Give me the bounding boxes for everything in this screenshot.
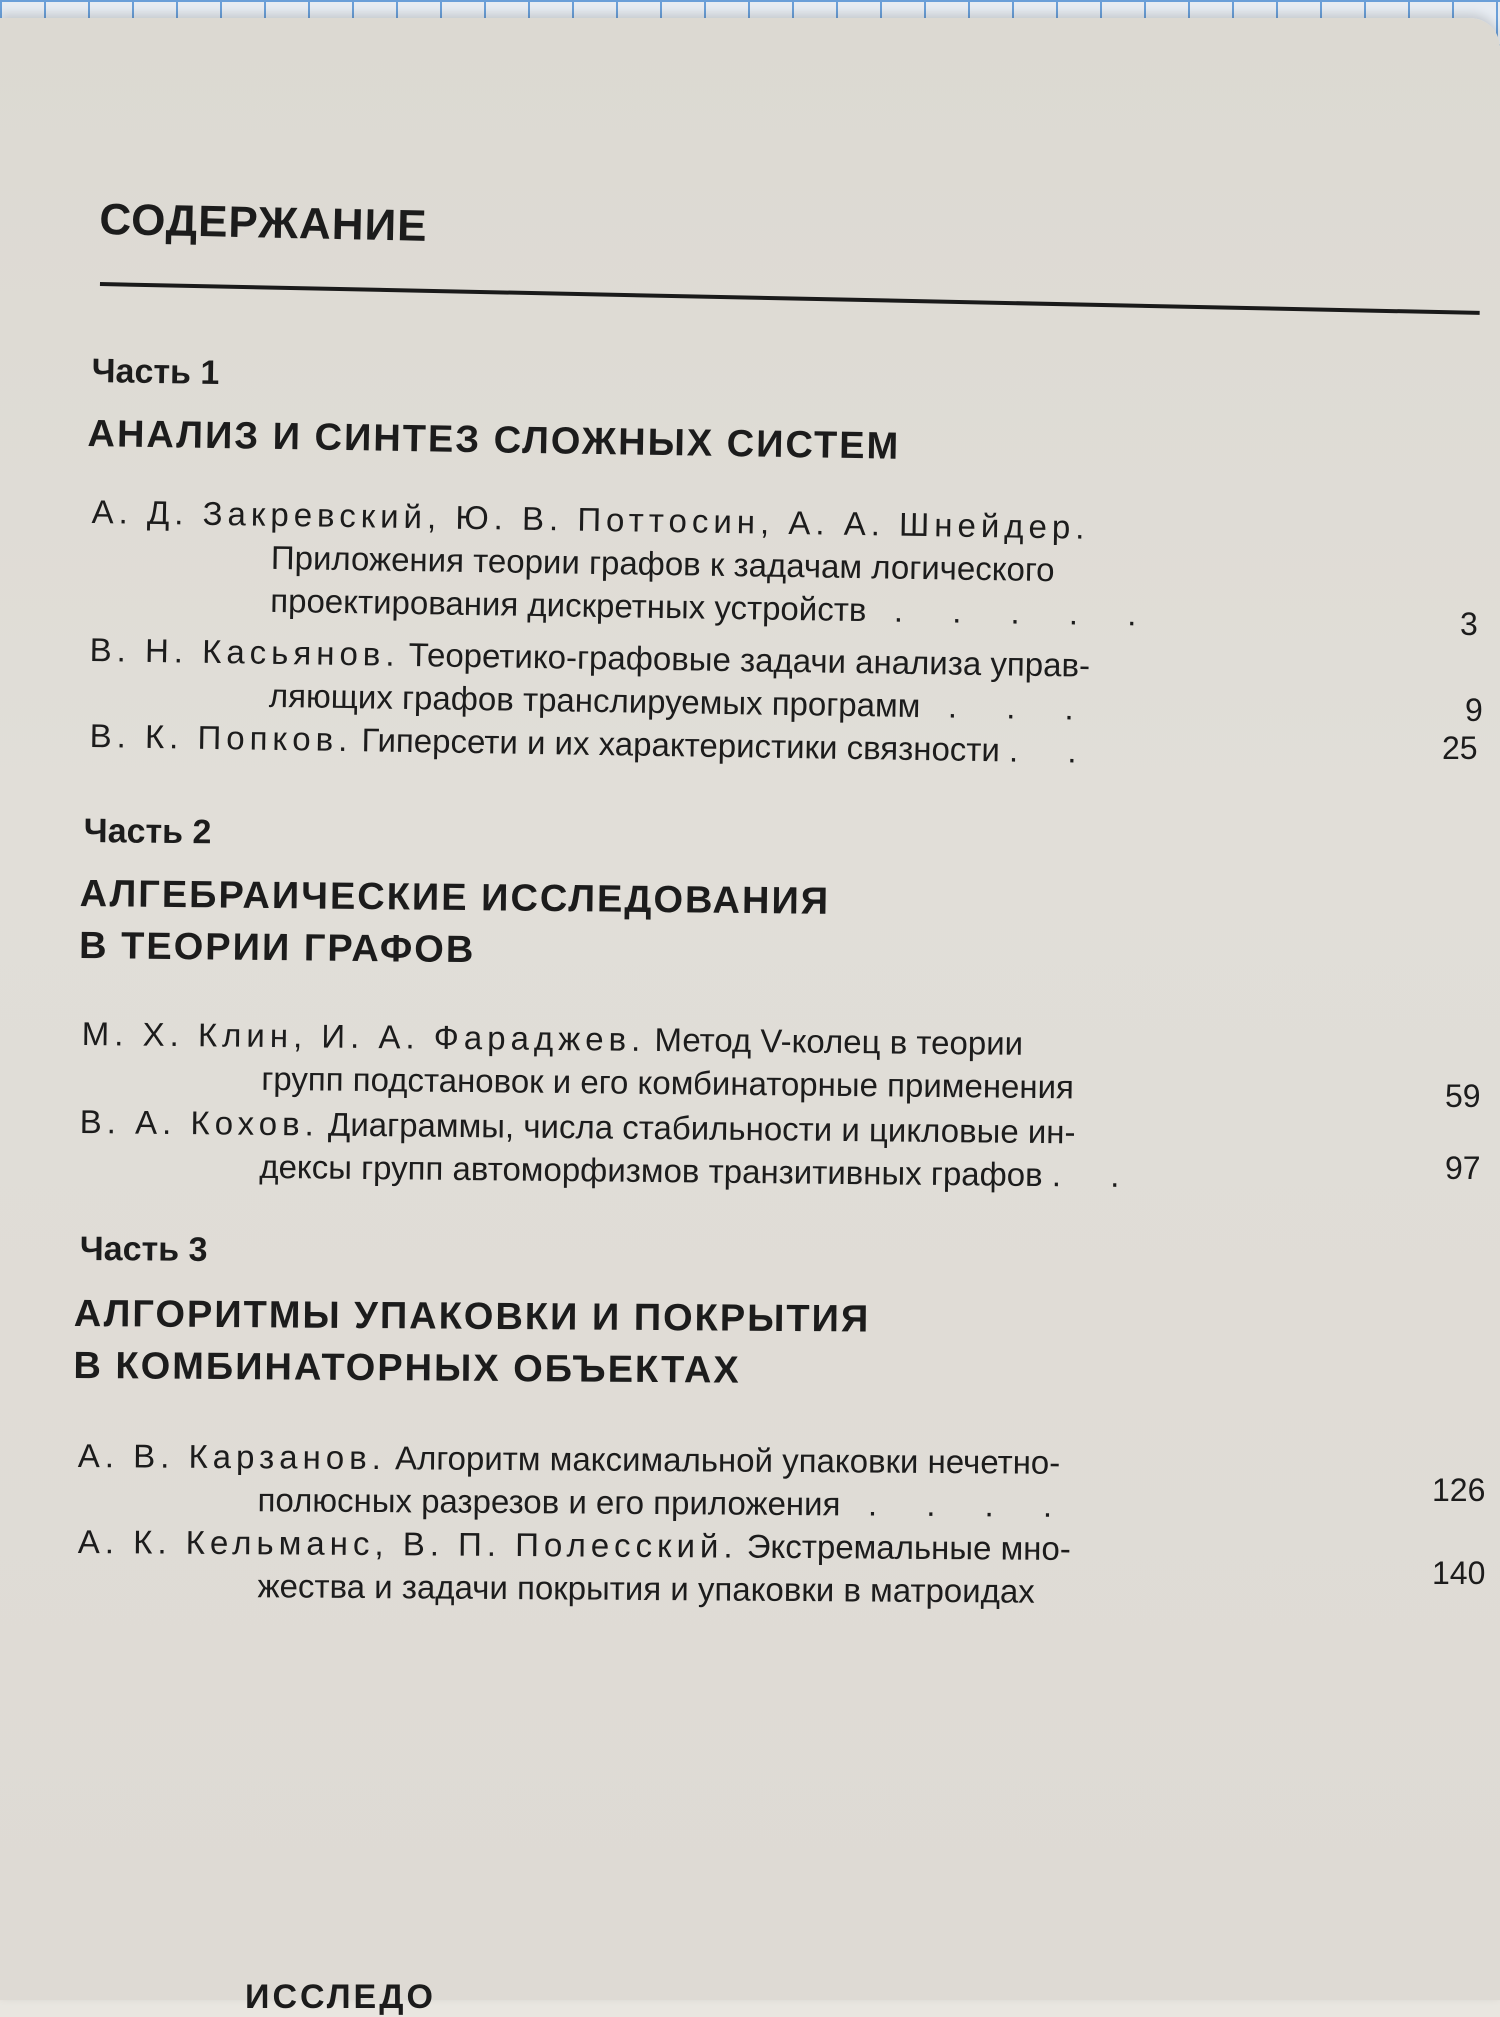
toc-entry[interactable] <box>77 1520 1071 1613</box>
entry-text: Алгоритм максимальной упаковки нечетно- <box>394 1439 1061 1481</box>
page-number: 9 <box>1465 692 1483 728</box>
part-2-title <box>79 868 830 980</box>
entry-text: групп подстановок и его комбинаторные применения <box>261 1059 1075 1106</box>
leader-dots: . . . . . <box>893 591 1157 633</box>
page-title: СОДЕРЖАНИЕ <box>98 195 429 251</box>
page-number: 3 <box>1460 606 1478 642</box>
entry-authors: В. А. Кохов. <box>79 1102 320 1143</box>
part-3-title <box>73 1288 870 1398</box>
page-number: 59 <box>1445 1078 1481 1114</box>
bottom-cutoff-text: ИССЛЕДО <box>245 1978 436 2016</box>
entry-text: Диаграммы, числа стабильности и цикловые ин- <box>327 1105 1076 1151</box>
page-number: 25 <box>1442 730 1478 766</box>
leader-dots: . . . . <box>867 1485 1073 1524</box>
toc-entry[interactable] <box>81 1012 1075 1108</box>
part-title-line: АНАЛИЗ И СИНТЕЗ СЛОЖНЫХ СИСТЕМ <box>87 412 901 468</box>
part-title-line: В ТЕОРИИ ГРАФОВ <box>78 924 476 972</box>
entry-text: Теоретико-графовые задачи анализа управ- <box>408 636 1091 684</box>
entry-text: Приложения теории графов к задачам логического <box>270 538 1055 589</box>
entry-authors: В. Н. Касьянов. <box>89 630 400 673</box>
page-number: 140 <box>1432 1555 1486 1591</box>
part-2-label: Часть 2 <box>83 812 212 852</box>
page-number: 97 <box>1445 1150 1481 1186</box>
entry-text: ляющих графов транслируемых программ <box>268 676 921 725</box>
entry-text: Метод V-колец в теории <box>654 1020 1024 1062</box>
leader-dots: . . <box>1051 1156 1140 1195</box>
entry-authors: А. В. Карзанов. <box>77 1436 386 1477</box>
toc-entry[interactable] <box>79 1100 1140 1197</box>
toc-entry[interactable] <box>90 490 1158 636</box>
part-title-line: АЛГОРИТМЫ УПАКОВКИ И ПОКРЫТИЯ <box>73 1292 871 1341</box>
toc-entry[interactable] <box>89 628 1095 730</box>
part-title-line: В КОМБИНАТОРНЫХ ОБЪЕКТАХ <box>73 1344 741 1392</box>
entry-authors: М. Х. Клин, И. А. Фараджев. <box>81 1014 646 1058</box>
leader-dots: . . . <box>947 687 1095 727</box>
entry-authors: А. К. Кельманс, В. П. Полесский. <box>77 1522 738 1565</box>
part-1-label: Часть 1 <box>91 352 220 392</box>
entry-authors: В. К. Попков. <box>89 716 353 759</box>
entry-text: полюсных разрезов и его приложения <box>257 1481 841 1523</box>
book-page <box>0 18 1500 2000</box>
page-number: 126 <box>1432 1472 1486 1508</box>
entry-text: Экстремальные мно- <box>746 1527 1071 1567</box>
entry-text: Гиперсети и их характеристики связности <box>361 721 1001 769</box>
toc-entry[interactable] <box>77 1434 1072 1527</box>
leader-dots: . . <box>1008 731 1097 770</box>
entry-text: проектирования дискретных устройств <box>269 581 867 629</box>
entry-authors: А. Д. Закревский, Ю. В. Поттосин, А. А. Шнейдер. <box>91 492 1090 546</box>
entry-text: дексы групп автоморфизмов транзитивных графов <box>259 1147 1043 1194</box>
part-title-line: АЛГЕБРАИЧЕСКИЕ ИССЛЕДОВАНИЯ <box>79 872 831 923</box>
entry-text: жества и задачи покрытия и упаковки в матроидах <box>257 1567 1035 1610</box>
part-3-label: Часть 3 <box>79 1230 208 1269</box>
